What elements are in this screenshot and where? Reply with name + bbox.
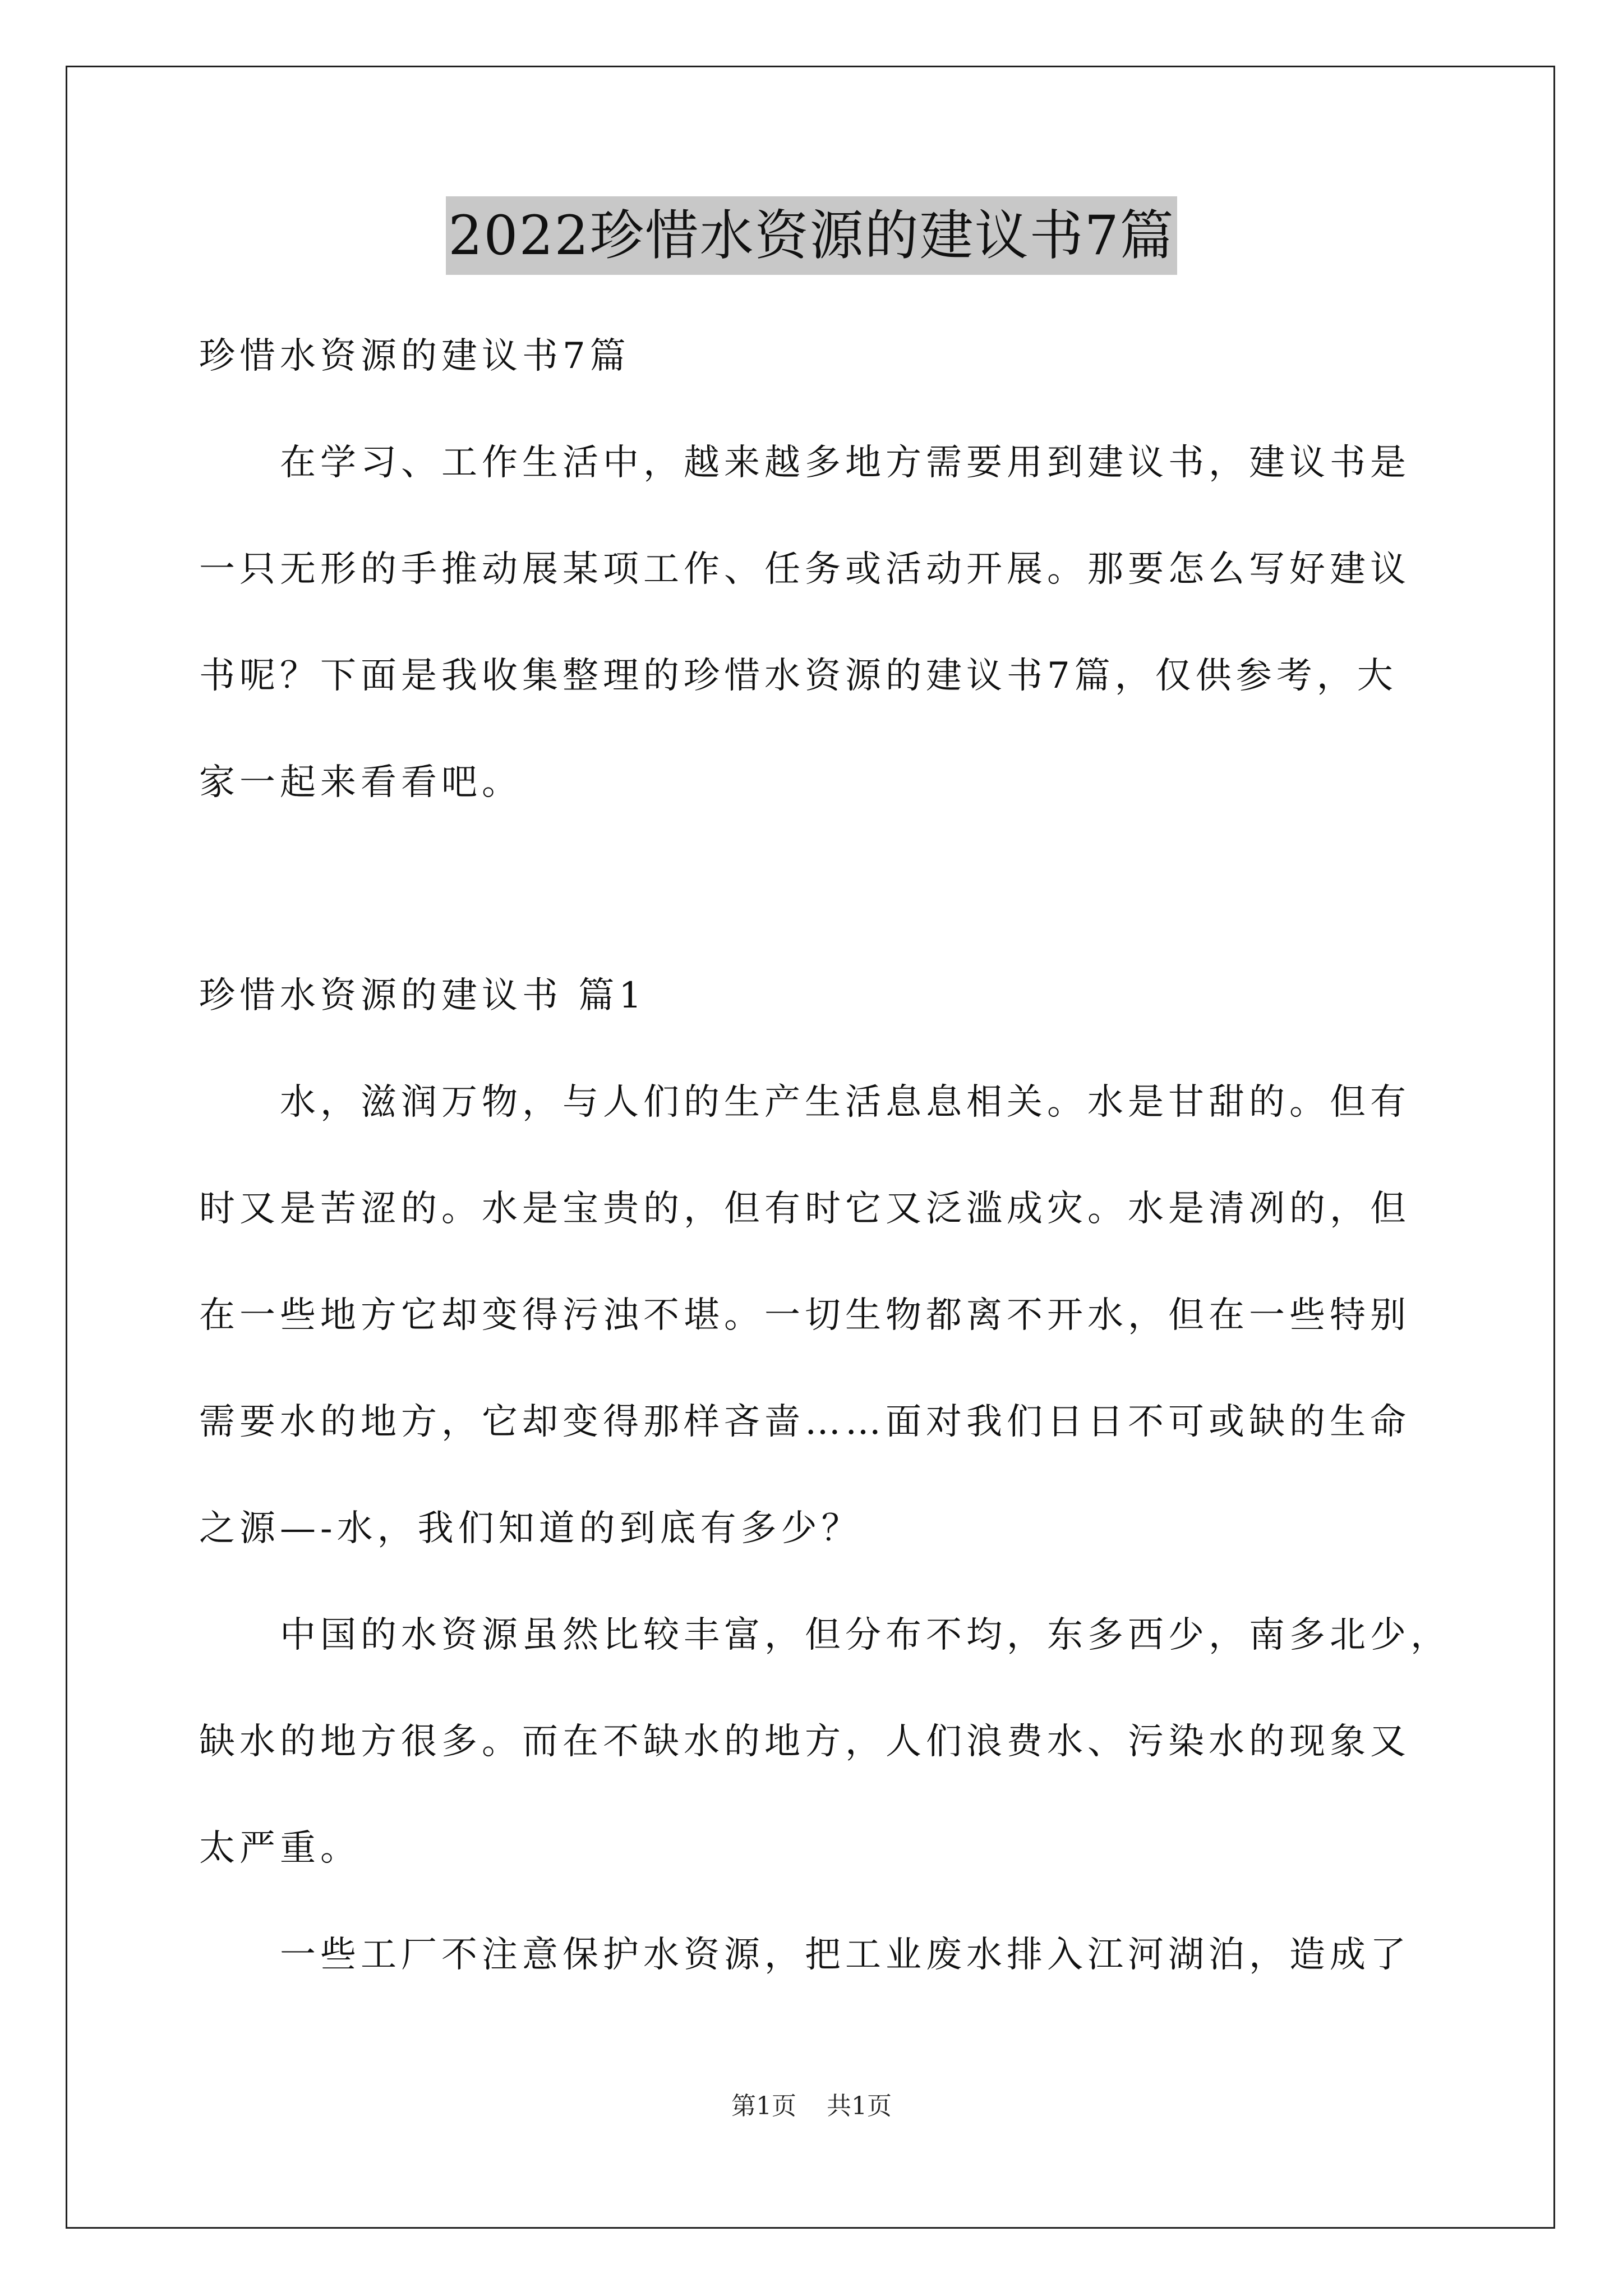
body-line-5: 之源—-水，我们知道的到底有多少？ (199, 1508, 862, 1549)
subtitle-line: 珍惜水资源的建议书7篇 (199, 335, 630, 377)
section-heading: 珍惜水资源的建议书 篇1 (199, 975, 647, 1016)
body-line-3: 在一些地方它却变得污浊不堪。一切生物都离不开水，但在一些特别 (199, 1295, 1410, 1336)
body-line-1: 水，滋润万物，与人们的生产生活息息相关。水是甘甜的。但有 (199, 1082, 1410, 1123)
title-wrap (0, 196, 1623, 275)
intro-line-2: 一只无形的手推动展某项工作、任务或活动开展。那要怎么写好建议 (199, 549, 1410, 590)
document-title: 2022珍惜水资源的建议书7篇 (446, 196, 1177, 275)
body-line-4: 需要水的地方，它却变得那样吝啬……面对我们日日不可或缺的生命 (199, 1401, 1410, 1443)
paragraph-spacer (199, 836, 1427, 942)
page-number: 第1页 (731, 2092, 796, 2120)
page-footer (0, 2090, 1623, 2123)
body-line-8: 太严重。 (199, 1828, 361, 1869)
body-line-6: 中国的水资源虽然比较丰富，但分布不均，东多西少，南多北少， (199, 1614, 1451, 1656)
intro-line-3: 书呢？下面是我收集整理的珍惜水资源的建议书7篇，仅供参考，大 (199, 655, 1398, 697)
intro-line-4: 家一起来看看吧。 (199, 762, 522, 803)
intro-line-1: 在学习、工作生活中，越来越多地方需要用到建议书，建议书是 (199, 442, 1410, 484)
page-total: 共1页 (827, 2092, 892, 2120)
body-line-2: 时又是苦涩的。水是宝贵的，但有时它又泛滥成灾。水是清冽的，但 (199, 1188, 1410, 1230)
body-line-7: 缺水的地方很多。而在不缺水的地方，人们浪费水、污染水的现象又 (199, 1721, 1410, 1763)
body-line-9: 一些工厂不注意保护水资源，把工业废水排入江河湖泊，造成了 (199, 1934, 1410, 1976)
document-body (199, 303, 1451, 2008)
